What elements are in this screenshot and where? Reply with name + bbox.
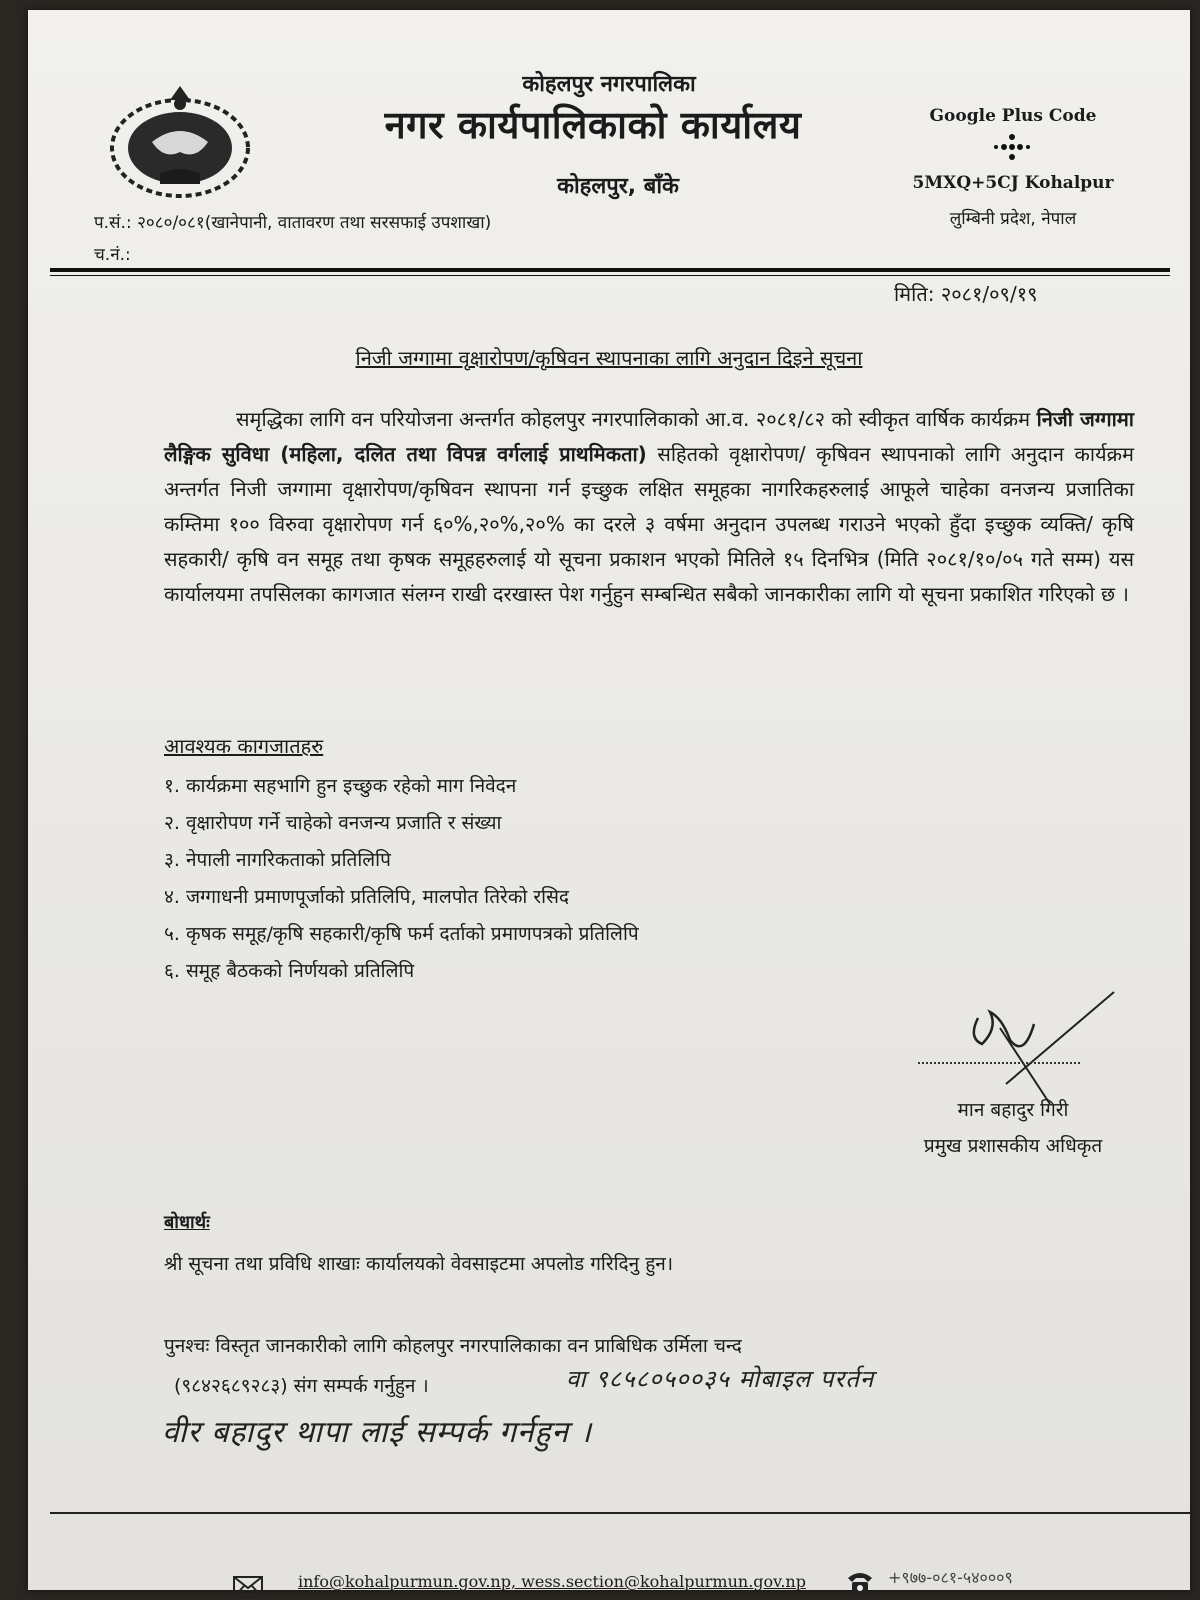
cc-label: बोधार्थः — [164, 1212, 210, 1233]
body-text-part2: सहितको वृक्षारोपण/ कृषिवन स्थापनाको लागि अनुदान कार्यक्रम अन्तर्गत निजी जग्गामा वृक्षारोपण/कृषिवन स्थापना गर्न इच्छुक लक्षित समूहका नागरिकहरुलाई आफूले चाहेका वनजन्य प्रजातिका कम्तिमा १०० विरुवा वृक्षारोपण गर्न ६०%,२०%,२०% का दरले ३ वर्षमा अनुदान उपलब्ध गराउने भएको हुँदा इच्छुक व्यक्ति/ कृषि सहकारी/ कृषि वन समूह तथा कृषक समूहहरुलाई यो सूचना प्रकाशन भएको मितिले १५ दिनभित्र (मिति २०८१/१०/०५ गते सम्म) यस कार्यालयमा तपसिलका कागजात संलग्न राखी दरखास्त पेश गर्नुहुन सम्बन्धित सबैको जानकारीका लागि यो सूचना प्रकाशित गरिएको छ । — [164, 442, 1134, 606]
required-documents-list — [164, 768, 639, 990]
reference-number: प.सं.: २०८०/०८१(खानेपानी, वातावरण तथा सरसफाई उपशाखा) — [94, 213, 492, 233]
google-plus-code-label: Google Plus Code — [929, 106, 1097, 126]
body-text-part1: समृद्धिका लागि वन परियोजना अन्तर्गत कोहलपुर नगरपालिकाको आ.व. २०८१/८२ को स्वीकृत वार्षिक कार्यक्रम — [236, 407, 1037, 431]
postscript-line-1: पुनश्चः विस्तृत जानकारीको लागि कोहलपुर नगरपालिकाका वन प्राबिधिक उर्मिला चन्द — [164, 1335, 742, 1357]
header-rule-thick — [50, 268, 1170, 272]
plus-code-icon — [992, 133, 1032, 161]
nepal-emblem-seal — [100, 80, 260, 205]
footer-rule — [50, 1512, 1190, 1514]
postscript-line-2: (९८४२६८९२८३) संग सम्पर्क गर्नुहुन । — [174, 1375, 429, 1397]
list-item: ३. नेपाली नागरिकताको प्रतिलिपि — [164, 849, 391, 871]
province-name: लुम्बिनी प्रदेश, नेपाल — [949, 209, 1077, 229]
office-name: नगर कार्यपालिकाको कार्यालय — [384, 103, 802, 147]
notice-body — [164, 402, 1134, 612]
list-item: १. कार्यक्रमा सहभागि हुन इच्छुक रहेको माग निवेदन — [164, 775, 517, 797]
notice-date: मिति: २०८१/०९/१९ — [894, 282, 1038, 306]
handwritten-note-1: वा ९८५८०५००३५ मोबाइल परर्तन — [566, 1365, 875, 1393]
signatory-title: प्रमुख प्रशासकीय अधिकृत — [923, 1135, 1103, 1157]
google-plus-code: 5MXQ+5CJ Kohalpur — [912, 173, 1114, 193]
dispatch-number: च.नं.: — [94, 245, 131, 265]
footer-email[interactable]: info@kohalpurmun.gov.np, wess.section@kohalpurmun.gov.np — [298, 1572, 806, 1591]
signatory-name: मान बहादुर गिरी — [957, 1099, 1069, 1121]
signature — [938, 988, 1128, 1108]
list-item: ५. कृषक समूह/कृषि सहकारी/कृषि फर्म दर्ताको प्रमाणपत्रको प्रतिलिपि — [164, 923, 639, 945]
notice-page — [28, 10, 1190, 1590]
mail-icon — [233, 1576, 263, 1598]
notice-title: निजी जग्गामा वृक्षारोपण/कृषिवन स्थापनाका लागि अनुदान दिइने सूचना — [355, 346, 863, 370]
office-location: कोहलपुर, बाँके — [557, 174, 679, 199]
list-item: ६. समूह बैठकको निर्णयको प्रतिलिपि — [164, 960, 415, 982]
cc-text: श्री सूचना तथा प्रविधि शाखाः कार्यालयको वेवसाइटमा अपलोड गरिदिनु हुन। — [164, 1253, 674, 1275]
municipality-name: कोहलपुर नगरपालिका — [522, 72, 696, 97]
handwritten-note-2: वीर बहादुर थापा लाई सम्पर्क गर्नहुन । — [162, 1415, 592, 1450]
required-documents-heading: आवश्यक कागजातहरु — [164, 734, 324, 758]
header-rule-thin — [50, 275, 1170, 276]
body-text-bold: निजी जग्गामा लैङ्गिक सुविधा (महिला, दलित तथा विपन्न वर्गलाई प्राथमिकता) — [164, 407, 1134, 466]
signature-line — [918, 1062, 1080, 1064]
list-item: २. वृक्षारोपण गर्ने चाहेको वनजन्य प्रजाति र संख्या — [164, 812, 502, 834]
phone-icon — [846, 1570, 874, 1596]
footer-phone: +९७७-०८१-५४०००९ — [888, 1568, 1013, 1587]
list-item: ४. जग्गाधनी प्रमाणपूर्जाको प्रतिलिपि, मालपोत तिरेको रसिद — [164, 886, 570, 908]
